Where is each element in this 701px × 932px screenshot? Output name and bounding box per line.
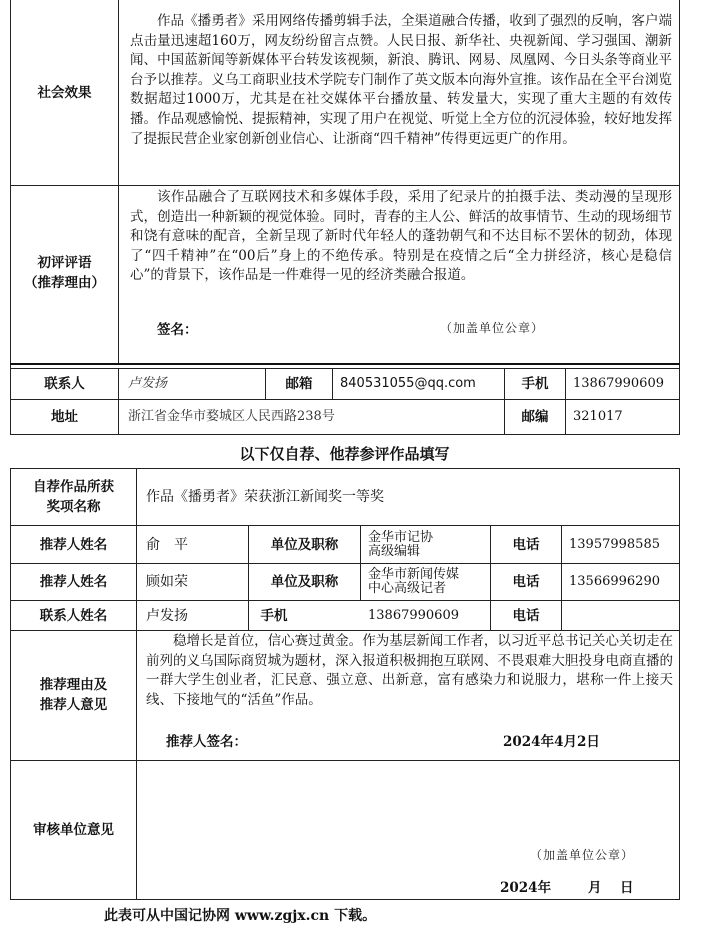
- contact-name: 卢发扬: [128, 376, 168, 391]
- recommendation-label: [11, 672, 136, 718]
- social-effect-text: 作品《播勇者》采用网络传播剪辑手法，全渠道融合传播，收到了强烈的反响，客户端点击量迅速超160万，网友纷纷留言点赞。人民日报、新华社、央视新闻、学习强国、潮新闻、中国蓝新闻等新媒体平台转发该视频，新浪、腾讯、网易、凤凰网、今日头条等商业平台予以推荐。义乌工商职业技术学院专门制作了英文版本向海外宣推。该作品在全平台浏览数据超过1000万，尤其是在社交媒体平台播放量、转发量大，实现了重大主题的有效传播。作品观感愉悦、提振精神，实现了用户在视觉、听觉上全方位的沉浸体验，较好地发挥了提振民营企业家创新创业信心、让浙商“四千精神”传得更远更广的作用。: [130, 13, 672, 147]
- contact-label: 联系人: [44, 376, 85, 392]
- contact2-name: 卢发扬: [146, 607, 188, 624]
- recommender-2-name-label: 推荐人姓名: [39, 574, 108, 590]
- footer-download-note: 此表可从中国记协网 www.zgjx.cn 下载。: [104, 908, 377, 924]
- recommender-1-name-label: 推荐人姓名: [39, 536, 108, 553]
- review-unit-month: 月: [588, 880, 602, 896]
- initial-review-seal-note: （加盖单位公章）: [440, 321, 545, 335]
- address-label: 地址: [51, 409, 78, 425]
- award-label-line2: 奖项名称: [46, 499, 101, 515]
- contact2-name-label: 联系人姓名: [39, 607, 108, 624]
- award-label: [11, 469, 136, 525]
- mobile-value: 13867990609: [573, 376, 664, 391]
- postcode-value: 321017: [573, 409, 623, 424]
- recommender-2-phone-label: 电话: [512, 574, 540, 590]
- postcode-label: 邮编: [521, 409, 549, 425]
- address-value: 浙江省金华市婺城区人民西路238号: [128, 409, 335, 424]
- recommender-2-phone: 13566996290: [569, 574, 660, 589]
- review-unit-label: 审核单位意见: [33, 822, 114, 838]
- recommender-1-unit: [368, 526, 433, 563]
- recommender-2-unit: [368, 564, 459, 600]
- contact2-mobile-label: 手机: [260, 607, 288, 624]
- review-unit-year: 2024年: [500, 880, 552, 896]
- recommender-1-name: 俞 平: [146, 536, 188, 553]
- contact2-phone-label: 电话: [512, 607, 540, 624]
- recommender-1-phone-label: 电话: [512, 536, 540, 553]
- recommender-2-name: 顾如荣: [146, 574, 188, 590]
- contact2-mobile: 13867990609: [368, 607, 459, 623]
- recommendation-text: 稳增长是首位，信心赛过黄金。作为基层新闻工作者，以习近平总书记关心关切走在前列的义乌国际商贸城为题材，深入报道积极拥抱互联网、不畏艰难大胆投身电商直播的一群大学生创业者，汇民意、强立意、出新意，富有感染力和说服力，堪称一件上接天线、下接地气的“活鱼”作品。: [146, 633, 673, 708]
- award-value: 作品《播勇者》荣获浙江新闻奖一等奖: [146, 489, 384, 505]
- mobile-label: 手机: [521, 376, 549, 392]
- email-label: 邮箱: [285, 376, 313, 392]
- recommender-1-phone: 13957998585: [569, 536, 660, 552]
- recommendation-label-line2: 推荐人意见: [39, 697, 108, 713]
- recommender-2-unit-label: 单位及职称: [270, 574, 339, 590]
- recommender-1-unit-line1: 金华市记协: [368, 529, 434, 545]
- social-effect-label: 社会效果: [37, 84, 92, 101]
- initial-review-text: 该作品融合了互联网技术和多媒体手段，采用了纪录片的拍摄手法、类动漫的呈现形式，创造出一种新颖的视觉体验。同时，青春的主人公、鲜活的故事情节、生动的现场细节和饶有意味的配音，全新呈现了新时代年轻人的蓬勃朝气和不达目标不罢休的韧劲，体现了“四千精神”在“00后”身上的不绝传承。特别是在疫情之后“全力拼经济，核心是稳信心”的背景下，该作品是一件难得一见的经济类融合报道。: [130, 189, 672, 284]
- recommender-2-unit-line2: 中心高级记者: [368, 581, 447, 596]
- recommendation-date: 2024年4月2日: [503, 734, 600, 750]
- email-value: 840531055@qq.com: [340, 376, 476, 391]
- recommender-2-unit-line1: 金华市新闻传媒: [368, 567, 460, 582]
- initial-review-label: [11, 250, 118, 296]
- recommendation-sign-label: 推荐人签名：: [166, 734, 247, 750]
- initial-review-label-line1: 初评评语: [37, 255, 92, 271]
- review-unit-day: 日: [620, 880, 634, 896]
- section-title: 以下仅自荐、他荐参评作品填写: [239, 444, 450, 463]
- review-unit-seal-note: （加盖单位公章）: [530, 848, 635, 862]
- recommender-1-unit-label: 单位及职称: [270, 536, 339, 553]
- initial-review-label-line2: （推荐理由）: [24, 275, 105, 291]
- recommendation-label-line1: 推荐理由及: [39, 677, 108, 693]
- initial-review-sign-label: 签名：: [157, 322, 198, 338]
- recommender-1-unit-line2: 高级编辑: [368, 543, 421, 559]
- award-label-line1: 自荐作品所获: [33, 479, 114, 495]
